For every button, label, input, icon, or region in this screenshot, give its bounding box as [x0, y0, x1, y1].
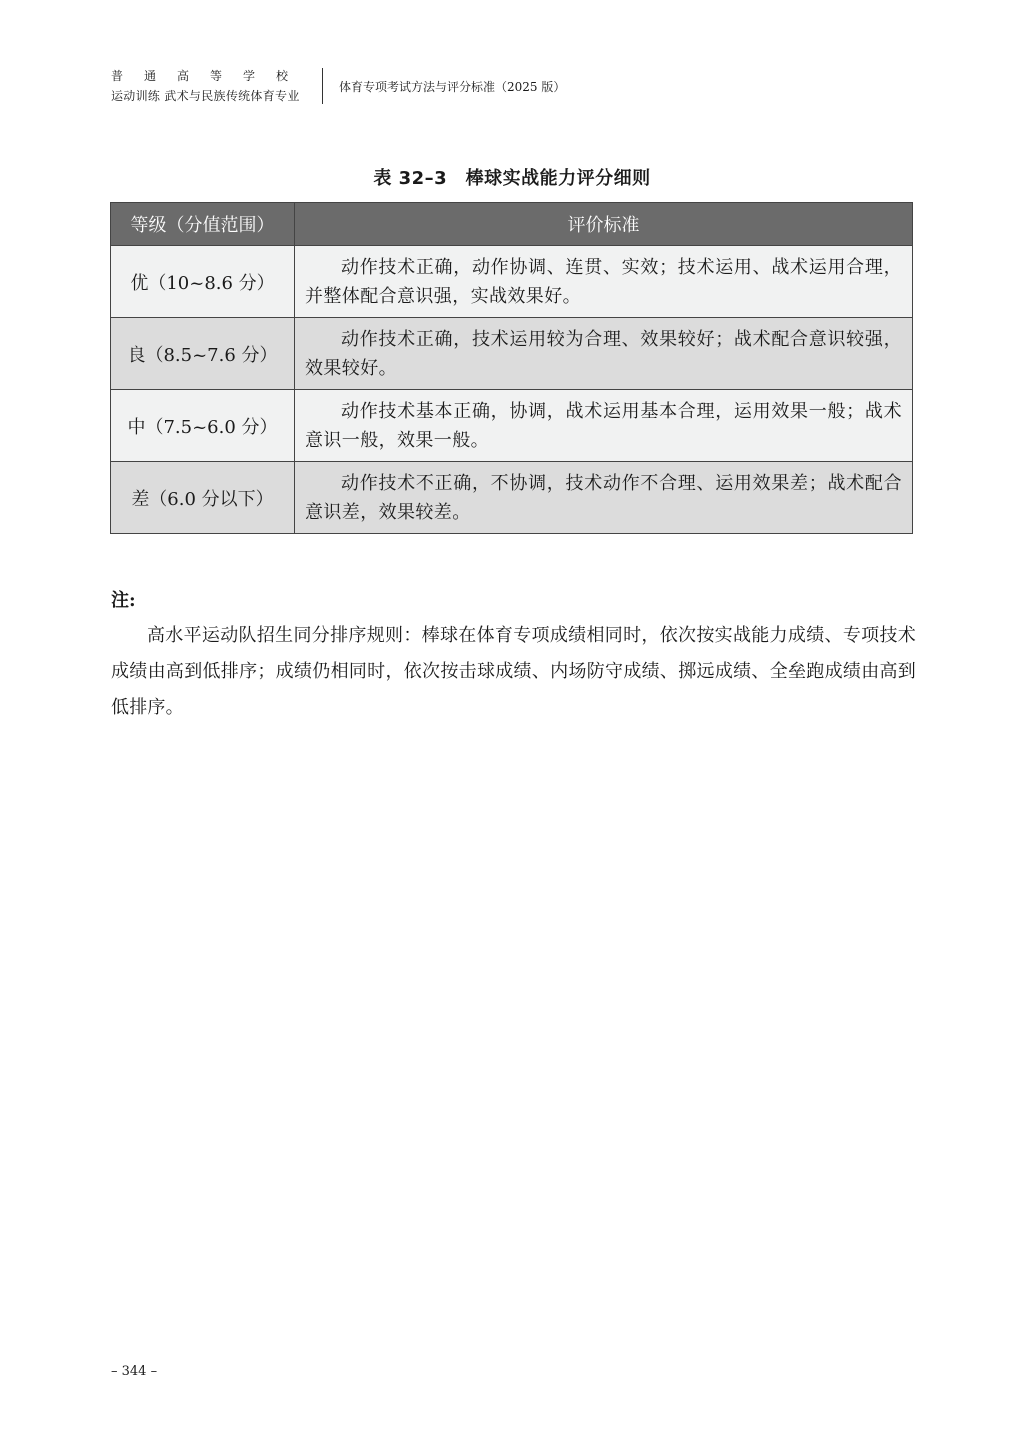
grade-cell: 优（10~8.6 分） [111, 246, 295, 318]
header-divider [322, 68, 323, 104]
criteria-cell: 动作技术基本正确，协调，战术运用基本合理，运用效果一般；战术意识一般，效果一般。 [295, 390, 913, 462]
note-title: 注: [111, 590, 136, 611]
table-header-row [111, 203, 913, 246]
table-row [111, 462, 913, 534]
criteria-cell: 动作技术不正确，不协调，技术动作不合理、运用效果差；战术配合意识差，效果较差。 [295, 462, 913, 534]
header-grade: 等级（分值范围） [111, 203, 295, 246]
criteria-cell: 动作技术正确，技术运用较为合理、效果较好；战术配合意识较强，效果较好。 [295, 318, 913, 390]
header-criteria: 评价标准 [295, 203, 913, 246]
header-book-title: 体育专项考试方法与评分标准（2025 版） [339, 80, 566, 94]
grade-cell: 差（6.0 分以下） [111, 462, 295, 534]
criteria-cell: 动作技术正确，动作协调、连贯、实效；技术运用、战术运用合理，并整体配合意识强，实战效果好。 [295, 246, 913, 318]
table-row [111, 246, 913, 318]
header-major: 运动训练 武术与民族传统体育专业 [111, 89, 300, 103]
header-school-title: 普通高等学校 [111, 69, 310, 83]
note-body: 高水平运动队招生同分排序规则：棒球在体育专项成绩相同时，依次按实战能力成绩、专项技术成绩由高到低排序；成绩仍相同时，依次按击球成绩、内场防守成绩、掷远成绩、全垒跑成绩由高到低排序。 [111, 625, 916, 718]
table-row [111, 318, 913, 390]
page-number: – 344 – [111, 1364, 158, 1379]
table-row [111, 390, 913, 462]
scoring-table [110, 202, 913, 534]
running-header [111, 66, 565, 106]
grade-cell: 中（7.5~6.0 分） [111, 390, 295, 462]
header-left-block [111, 66, 310, 106]
grade-cell: 良（8.5~7.6 分） [111, 318, 295, 390]
table-title: 表 32–3 棒球实战能力评分细则 [373, 168, 651, 189]
